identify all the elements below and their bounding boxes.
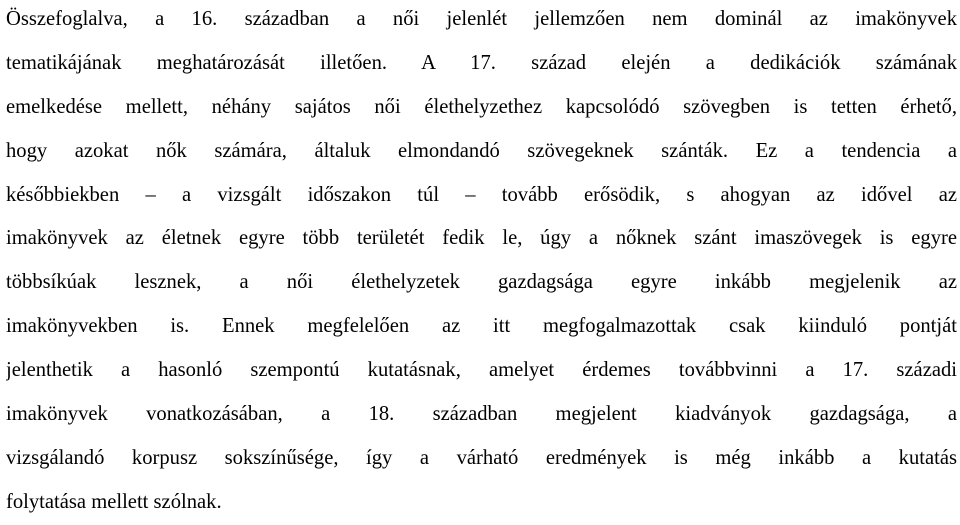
paragraph-line: emelkedése mellett, néhány sajátos női élethelyzethez kapcsolódó szövegben is tetten érhető, <box>6 95 957 118</box>
paragraph-line: Összefoglalva, a 16. században a női jelenlét jellemzően nem dominál az imakönyvek <box>6 8 957 30</box>
summary-paragraph <box>6 0 957 525</box>
paragraph-line: hogy azokat nők számára, általuk elmondandó szövegeknek szánták. Ez a tendencia a <box>6 139 957 162</box>
paragraph-line: tematikájának meghatározását illetően. A 17. század elején a dedikációk számának <box>6 51 957 74</box>
paragraph-line: imakönyvek vonatkozásában, a 18. században megjelent kiadványok gazdagsága, a <box>6 403 957 426</box>
paragraph-line: imakönyvek az életnek egyre több területét fedik le, úgy a nőknek szánt imaszövegek is egyre <box>6 227 957 250</box>
paragraph-line: többsíkúak lesznek, a női élethelyzetek gazdagsága egyre inkább megjelenik az <box>6 271 957 294</box>
paragraph-line: későbbiekben – a vizsgált időszakon túl – tovább erősödik, s ahogyan az idővel az <box>6 183 957 206</box>
paragraph-line: jelenthetik a hasonló szempontú kutatásnak, amelyet érdemes továbbvinni a 17. századi <box>6 359 957 382</box>
paragraph-last-line: folytatása mellett szólnak. <box>6 490 222 513</box>
paragraph-line: imakönyvekben is. Ennek megfelelően az itt megfogalmazottak csak kiinduló pontját <box>6 315 957 338</box>
paragraph-line: vizsgálandó korpusz sokszínűsége, így a várható eredmények is még inkább a kutatás <box>6 446 957 469</box>
